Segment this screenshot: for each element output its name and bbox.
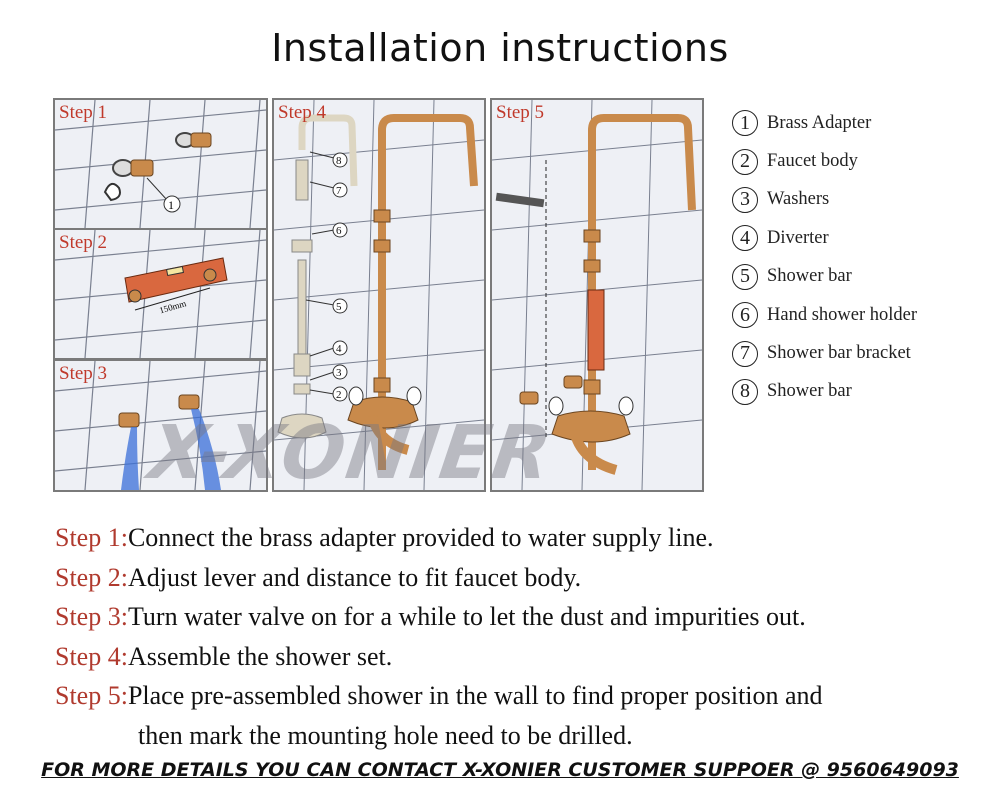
step4-illustration xyxy=(274,100,484,490)
step-label: Step 2: xyxy=(55,562,128,592)
step-line xyxy=(55,518,985,558)
step5-panel xyxy=(490,98,704,492)
step4-panel xyxy=(272,98,486,492)
legend-number: 1 xyxy=(732,110,758,136)
step-text: Place pre-assembled shower in the wall to find proper position and xyxy=(127,681,823,710)
step-line xyxy=(55,637,985,677)
step-line xyxy=(55,676,985,716)
legend-number: 3 xyxy=(732,187,758,213)
step-line xyxy=(55,558,985,598)
water-stream-icon xyxy=(121,427,139,490)
callout-number: 1 xyxy=(168,198,174,212)
legend-label: Brass Adapter xyxy=(767,112,872,133)
legend-number: 6 xyxy=(732,302,758,328)
callout-number: 7 xyxy=(336,185,342,197)
step5-illustration xyxy=(492,100,702,490)
legend-item xyxy=(730,181,990,219)
legend-label: Shower bar xyxy=(767,266,852,287)
step2-tag: Step 2 xyxy=(59,232,108,253)
step-text: Connect the brass adapter provided to water supply line. xyxy=(127,523,714,552)
legend-item xyxy=(730,258,990,296)
callout-number: 2 xyxy=(336,389,342,401)
step-continuation: then mark the mounting hole need to be drilled. xyxy=(138,720,633,750)
legend-number: 4 xyxy=(732,225,758,251)
step1-tag: Step 1 xyxy=(59,102,108,123)
step2-panel xyxy=(53,228,268,360)
legend-number: 7 xyxy=(732,341,758,367)
contact-footer: FOR MORE DETAILS YOU CAN CONTACT X-XONIER CUSTOMER SUPPOER @ 9560649093 xyxy=(41,759,959,781)
step-label: Step 5: xyxy=(55,681,128,710)
parts-legend xyxy=(730,104,990,411)
legend-number: 2 xyxy=(732,149,758,175)
brand-watermark: X-XONIER xyxy=(143,410,558,496)
measurement-label: 150mm xyxy=(158,298,188,316)
legend-label: Faucet body xyxy=(767,151,858,172)
legend-label: Hand shower holder xyxy=(767,304,918,325)
legend-number: 8 xyxy=(732,379,758,405)
step3-tag: Step 3 xyxy=(59,363,108,384)
legend-label: Shower bar xyxy=(767,381,852,402)
callout-number: 3 xyxy=(336,367,342,379)
legend-item xyxy=(730,373,990,411)
callout-number: 6 xyxy=(336,225,342,237)
legend-label: Shower bar bracket xyxy=(767,343,911,364)
step5-tag: Step 5 xyxy=(496,102,545,123)
step-text: Turn water valve on for a while to let the dust and impurities out. xyxy=(127,602,806,631)
callout-number: 4 xyxy=(336,343,342,355)
step-line xyxy=(55,597,985,637)
step-text: Adjust lever and distance to fit faucet body. xyxy=(127,562,582,592)
legend-item xyxy=(730,219,990,257)
callout-number: 5 xyxy=(336,301,342,313)
step-instructions xyxy=(55,518,985,755)
step-label: Step 3: xyxy=(55,602,128,631)
legend-label: Diverter xyxy=(767,227,829,248)
legend-number: 5 xyxy=(732,264,758,290)
legend-label: Washers xyxy=(767,189,830,210)
legend-item xyxy=(730,296,990,334)
legend-item xyxy=(730,334,990,372)
drill-icon xyxy=(496,193,545,208)
step3-panel xyxy=(53,359,268,492)
step-label: Step 1: xyxy=(55,523,128,552)
callout-number: 8 xyxy=(336,155,342,167)
step-label: Step 4: xyxy=(55,641,128,671)
step4-tag: Step 4 xyxy=(278,102,327,123)
page-title: Installation instructions xyxy=(271,26,729,70)
step1-panel xyxy=(53,98,268,230)
legend-item xyxy=(730,104,990,142)
legend-item xyxy=(730,142,990,180)
step-text: Assemble the shower set. xyxy=(127,641,393,671)
